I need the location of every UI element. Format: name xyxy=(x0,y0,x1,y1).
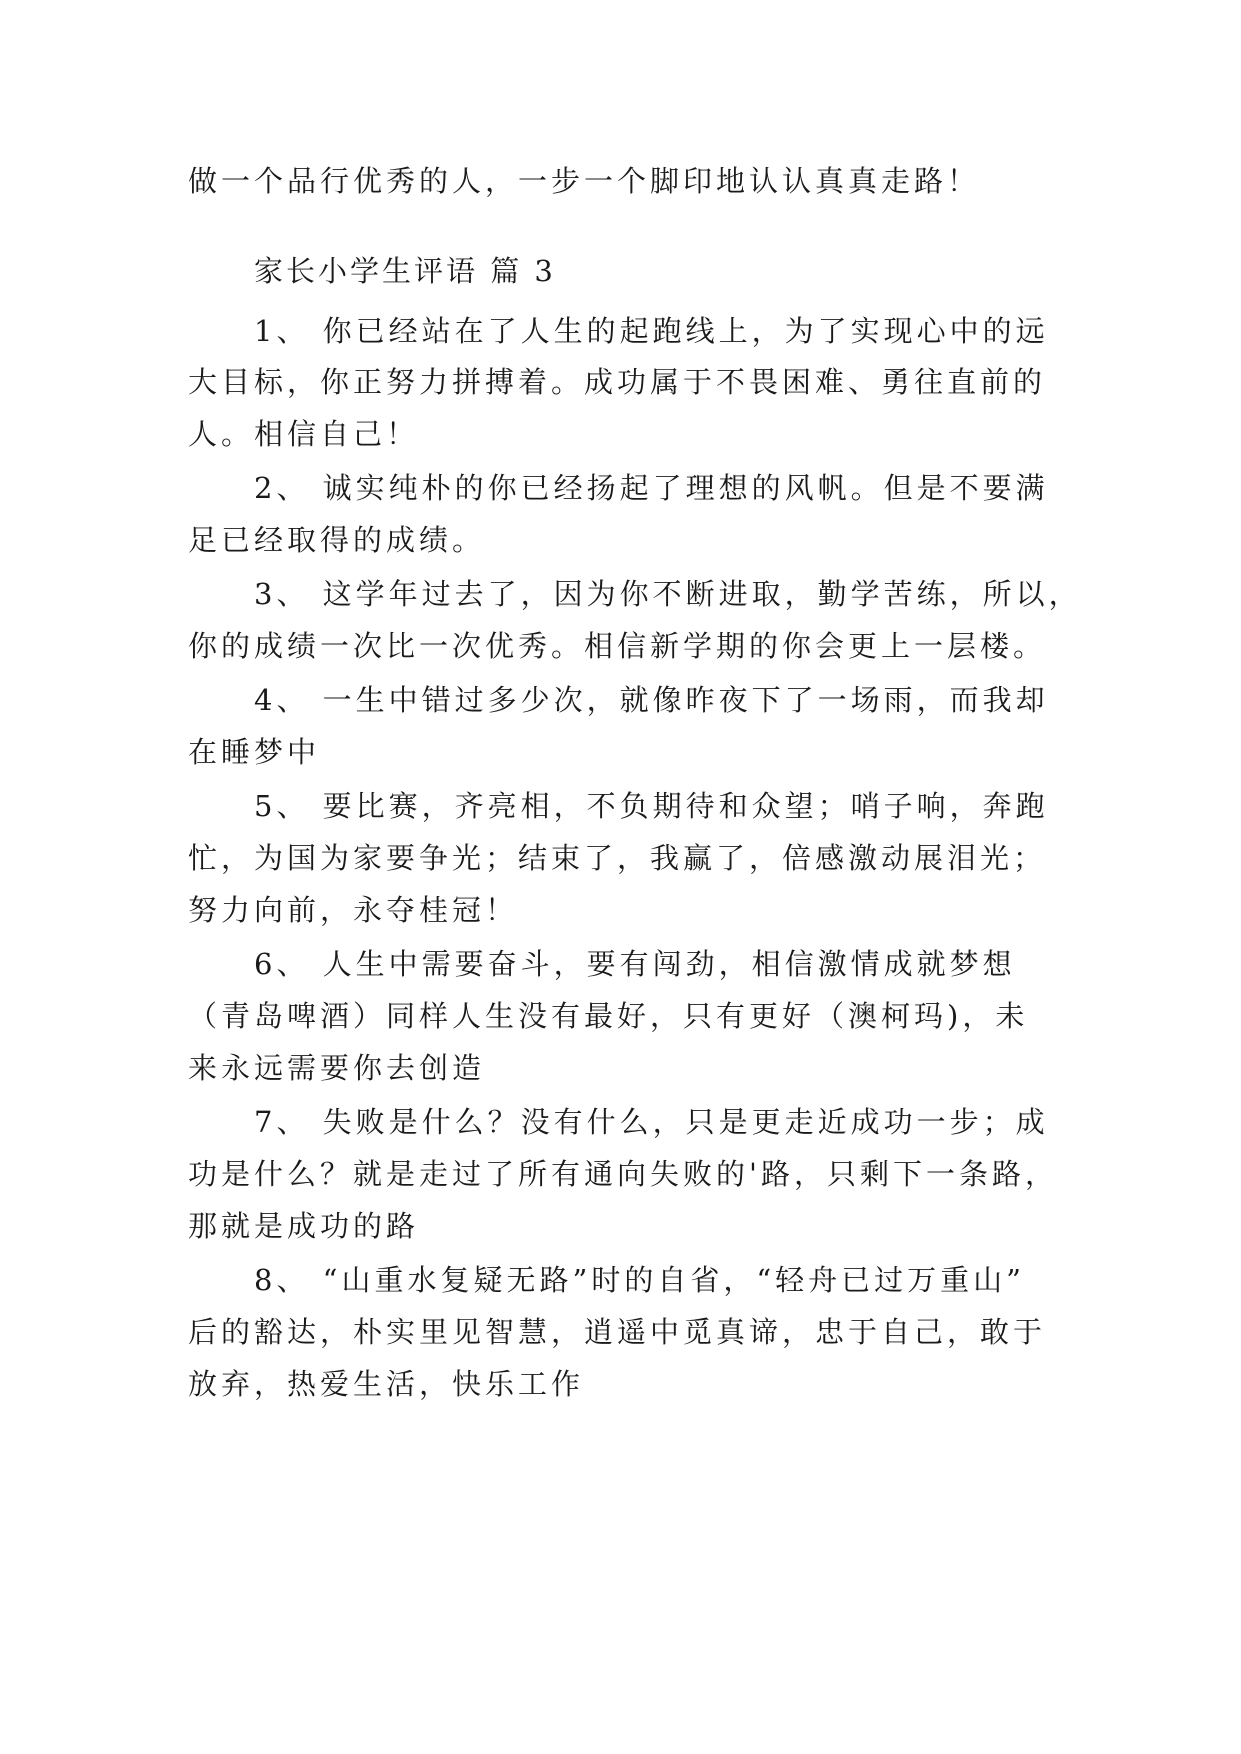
item-6-line-1: 6、 人生中需要奋斗，要有闯劲，相信激情成就梦想 xyxy=(254,947,1016,981)
section-heading: 家长小学生评语 篇 3 xyxy=(254,254,556,288)
item-7-line-2: 功是什么？就是走过了所有通向失败的'路，只剩下一条路， xyxy=(188,1157,1058,1191)
item-6-line-2: （青岛啤酒）同样人生没有最好，只有更好（澳柯玛)，未 xyxy=(188,999,1029,1033)
item-8-line-3: 放弃，热爱生活，快乐工作 xyxy=(188,1367,585,1401)
item-1-line-2: 大目标，你正努力拼搏着。成功属于不畏困难、勇往直前的 xyxy=(188,365,1047,399)
item-5-line-2: 忙，为国为家要争光；结束了，我赢了，倍感激动展泪光； xyxy=(188,841,1047,875)
item-2-line-2: 足已经取得的成绩。 xyxy=(188,523,486,557)
item-8-line-2: 后的豁达，朴实里见智慧，逍遥中觅真谛，忠于自己，敢于 xyxy=(188,1315,1047,1349)
item-1-line-3: 人。相信自己！ xyxy=(188,417,420,451)
item-8-line-1: 8、 “山重水复疑无路”时的自省，“轻舟已过万重山” xyxy=(254,1263,1025,1297)
item-3-line-1: 3、 这学年过去了，因为你不断进取，勤学苦练，所以， xyxy=(254,577,1082,611)
item-7-line-1: 7、 失败是什么？没有什么，只是更走近成功一步；成 xyxy=(254,1105,1049,1139)
item-4-line-1: 4、 一生中错过多少次，就像昨夜下了一场雨，而我却 xyxy=(254,683,1049,717)
item-3-line-2: 你的成绩一次比一次优秀。相信新学期的你会更上一层楼。 xyxy=(188,629,1047,663)
item-2-line-1: 2、 诚实纯朴的你已经扬起了理想的风帆。但是不要满 xyxy=(254,471,1049,505)
item-4-line-2: 在睡梦中 xyxy=(188,735,321,769)
intro-paragraph-tail: 做一个品行优秀的人，一步一个脚印地认认真真走路！ xyxy=(188,164,981,198)
item-5-line-3: 努力向前，永夺桂冠！ xyxy=(188,893,519,927)
item-1-line-1: 1、 你已经站在了人生的起跑线上，为了实现心中的远 xyxy=(254,314,1049,348)
item-7-line-3: 那就是成功的路 xyxy=(188,1209,420,1243)
item-5-line-1: 5、 要比赛，齐亮相，不负期待和众望；哨子响，奔跑 xyxy=(254,789,1049,823)
item-6-line-3: 来永远需要你去创造 xyxy=(188,1051,486,1085)
